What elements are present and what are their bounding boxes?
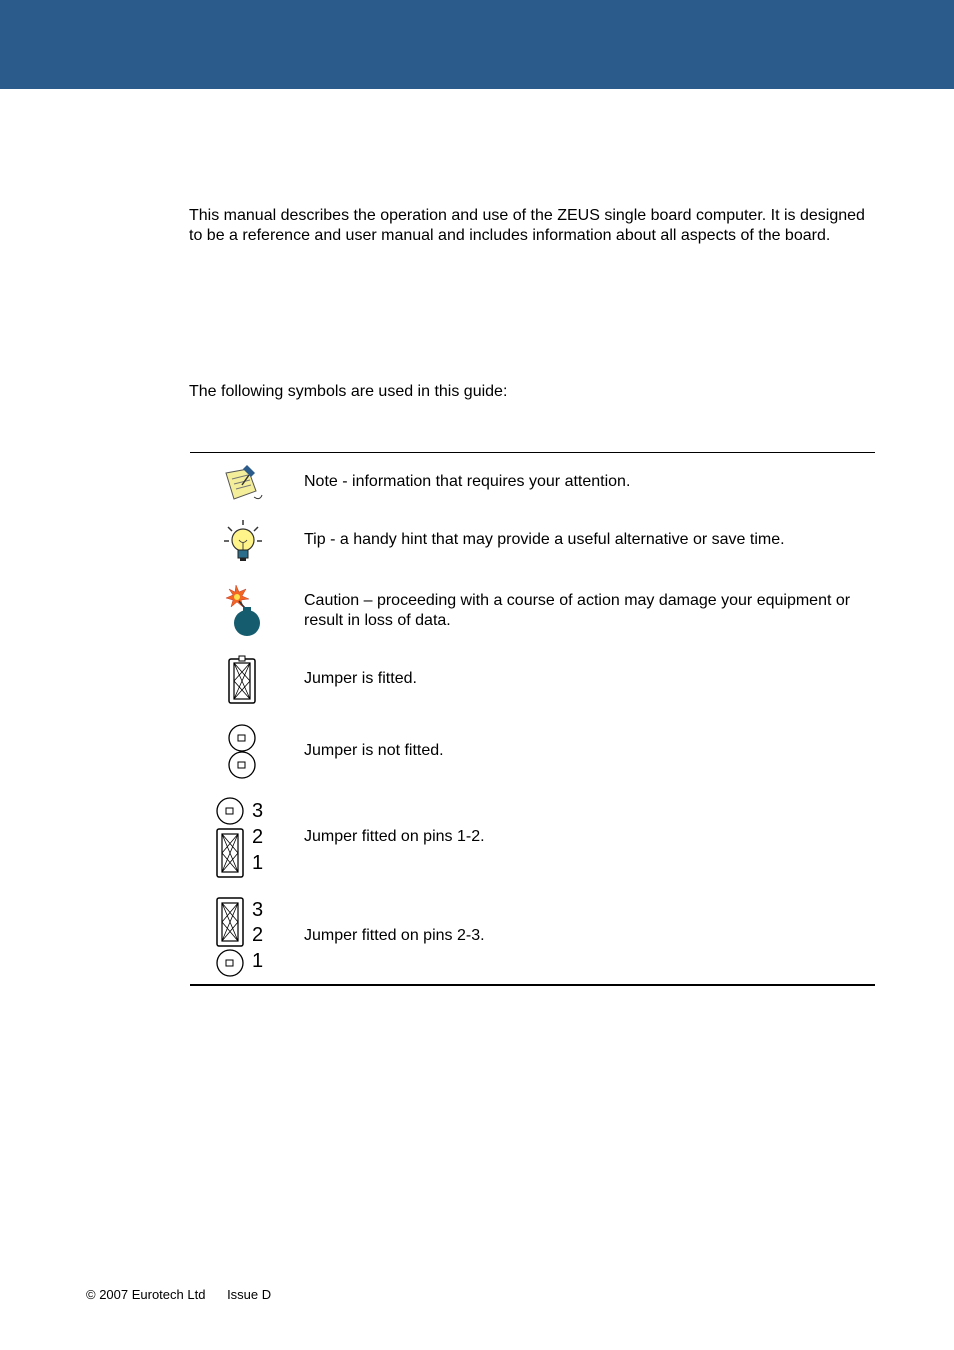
jumper-not-fitted-icon bbox=[228, 723, 258, 781]
page-footer bbox=[86, 1287, 289, 1303]
symbol-row-jumper-2-3 bbox=[190, 894, 875, 984]
pin-number: 3 bbox=[252, 800, 264, 822]
symbol-row-note bbox=[190, 453, 875, 511]
symbol-row-tip bbox=[190, 511, 875, 569]
footer-copyright: © 2007 Eurotech Ltd bbox=[86, 1287, 206, 1302]
symbol-desc: Jumper fitted on pins 1-2. bbox=[304, 828, 485, 845]
jumper-pins-2-3-icon bbox=[214, 896, 248, 978]
note-icon bbox=[222, 461, 264, 503]
symbol-row-caution bbox=[190, 569, 875, 641]
intro-paragraph: This manual describes the operation and use of the ZEUS single board computer. It is designed to be a reference and user manual and includes information about all aspects of the board. bbox=[189, 207, 865, 244]
caution-icon bbox=[224, 583, 264, 637]
symbol-row-jumper-not-fitted bbox=[190, 711, 875, 791]
header-band bbox=[0, 0, 954, 89]
symbol-row-jumper-fitted bbox=[190, 641, 875, 711]
pin-number: 3 bbox=[252, 899, 264, 921]
symbol-desc: Jumper is fitted. bbox=[304, 670, 417, 687]
symbol-desc: Jumper fitted on pins 2-3. bbox=[304, 927, 485, 944]
tip-icon bbox=[222, 519, 264, 565]
jumper-pins-1-2-icon bbox=[214, 797, 248, 879]
symbols-lead: The following symbols are used in this guide: bbox=[189, 383, 508, 400]
symbol-desc: Note - information that requires your attention. bbox=[304, 473, 631, 490]
pin-number: 1 bbox=[252, 852, 264, 874]
pin-number: 1 bbox=[252, 950, 264, 972]
pin-number: 2 bbox=[252, 826, 264, 848]
jumper-fitted-icon bbox=[226, 653, 258, 707]
pin-number: 2 bbox=[252, 924, 264, 946]
symbol-desc: Jumper is not fitted. bbox=[304, 742, 444, 759]
symbol-desc: Tip - a handy hint that may provide a useful alternative or save time. bbox=[304, 531, 785, 548]
footer-issue: Issue D bbox=[227, 1287, 272, 1302]
symbol-row-jumper-1-2 bbox=[190, 795, 875, 885]
symbol-desc: Caution – proceeding with a course of action may damage your equipment or result in loss of data. bbox=[304, 592, 851, 629]
symbols-table bbox=[190, 452, 875, 986]
